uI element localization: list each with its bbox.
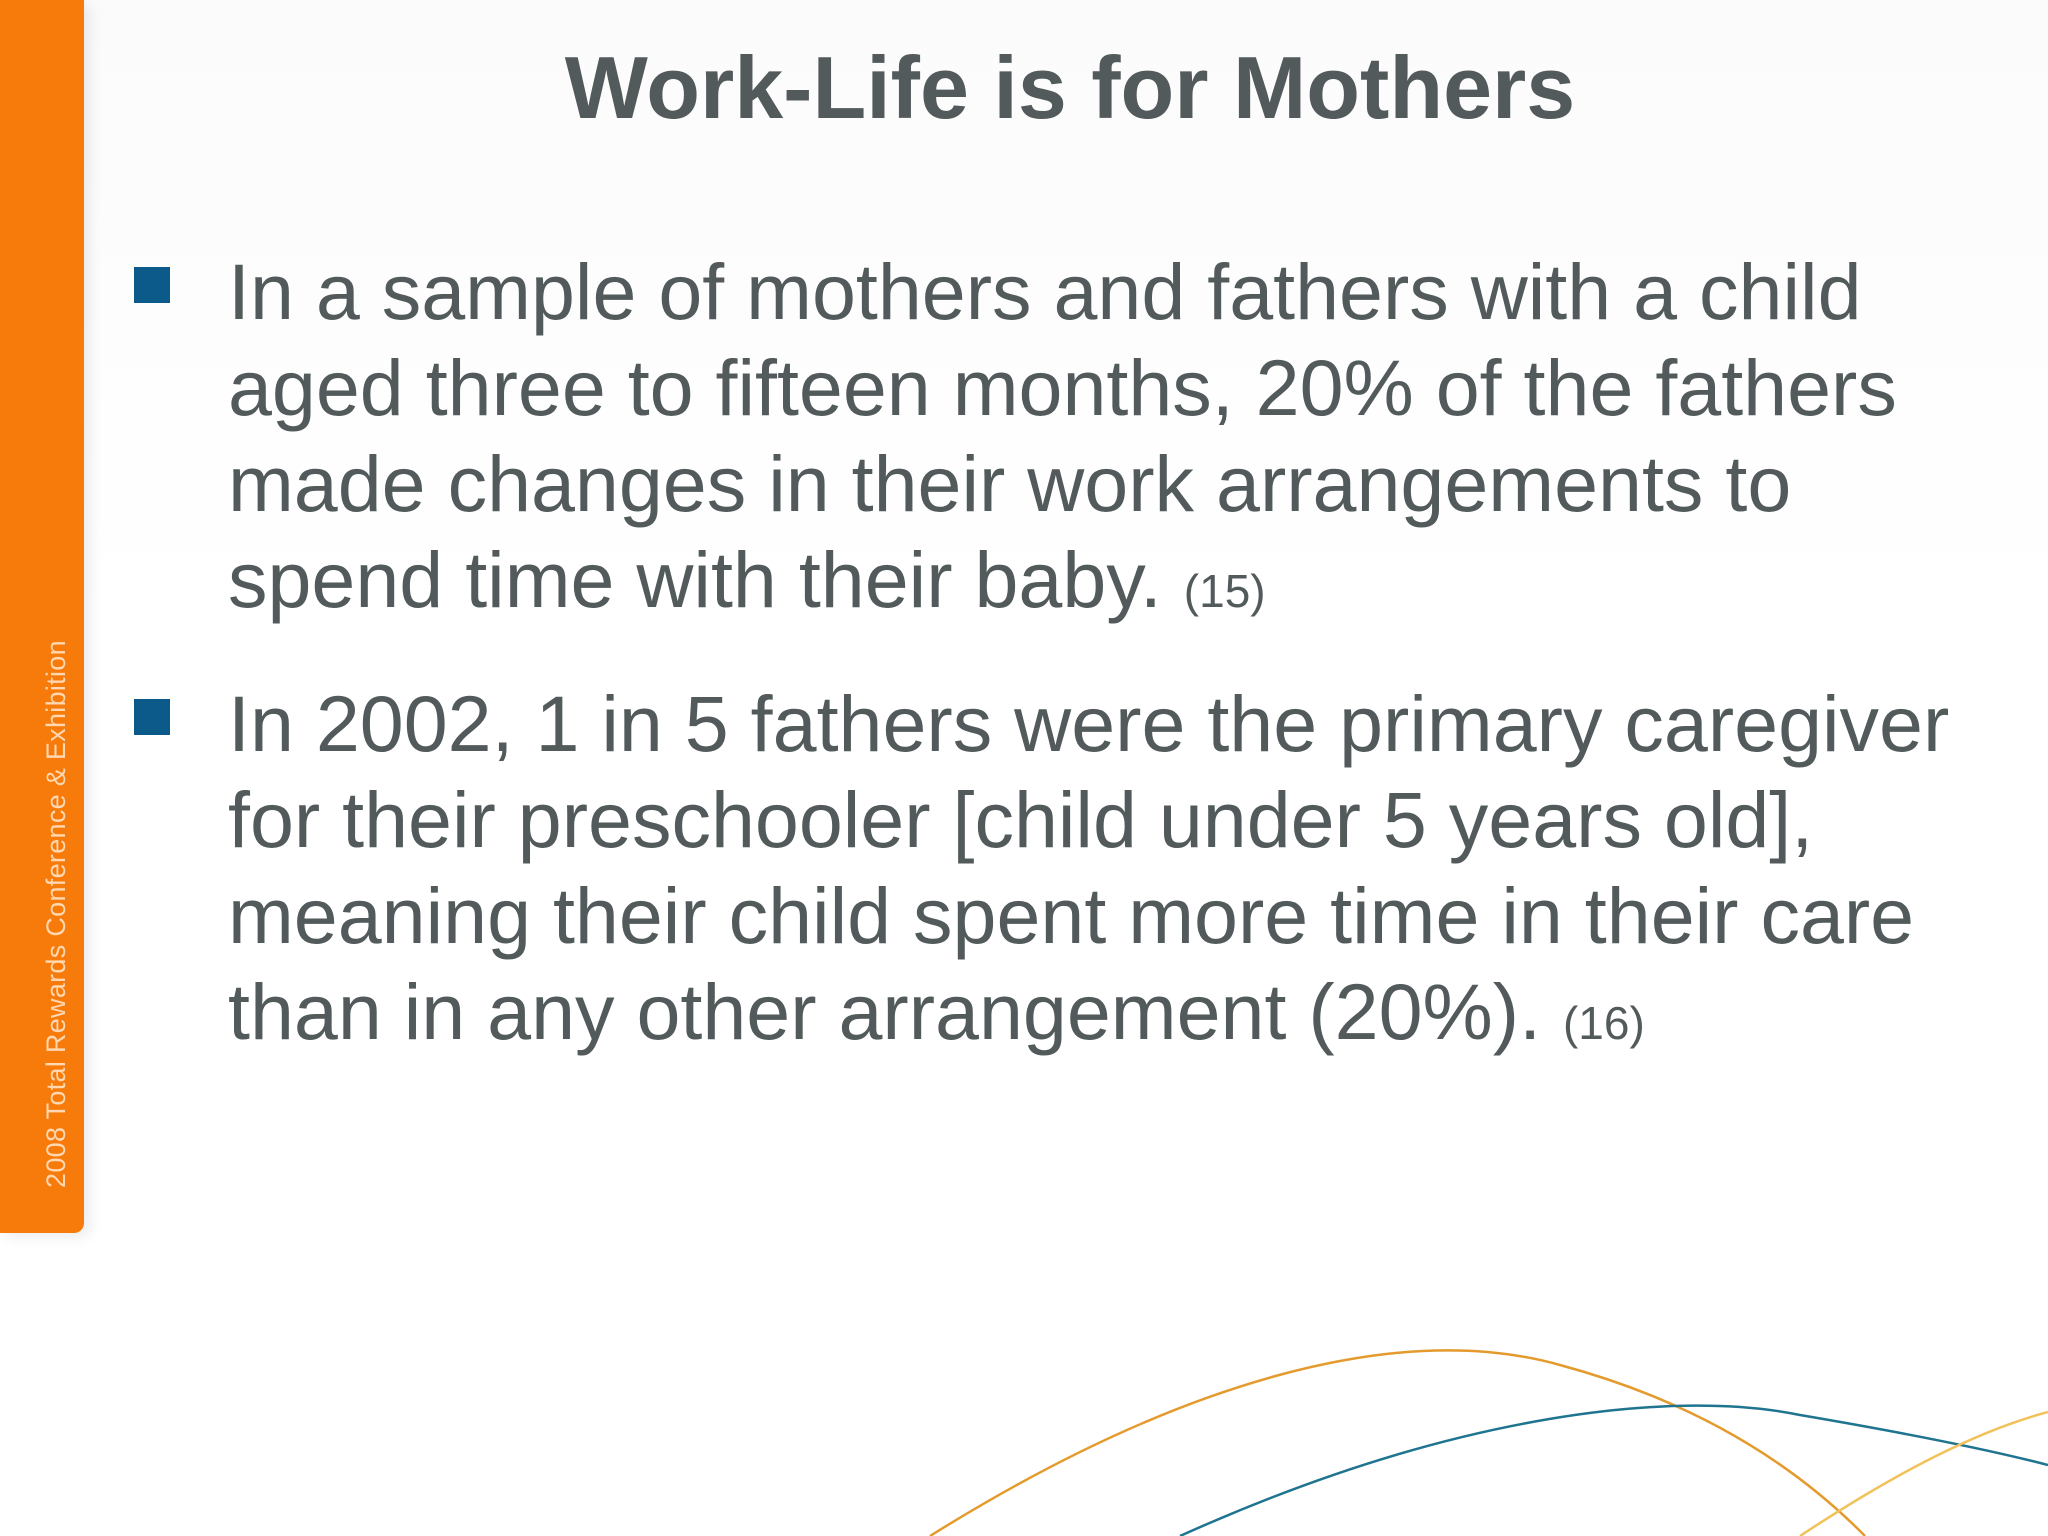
- citation: (15): [1183, 565, 1266, 617]
- square-bullet-icon: [134, 699, 170, 735]
- citation: (16): [1562, 997, 1645, 1049]
- slide-title: Work-Life is for Mothers: [564, 38, 1576, 137]
- bullet-body: In 2002, 1 in 5 fathers were the primary caregiver for their preschooler [child under 5 years old], meaning their child spent more time in their care than in any other arrangement (20%).: [228, 679, 1950, 1056]
- blue-curve: [1180, 1406, 2048, 1536]
- orange-curve: [930, 1350, 1865, 1536]
- bullet-text: [228, 676, 2008, 1071]
- side-label: 2008 Total Rewards Conference & Exhibition: [41, 640, 71, 1188]
- yellow-curve: [1800, 1412, 2048, 1536]
- bullet-text: [228, 244, 2008, 639]
- square-bullet-icon: [134, 267, 170, 303]
- bullet-body: In a sample of mothers and fathers with a child aged three to fifteen months, 20% of the fathers made changes in their work arrangements to spend time with their baby.: [228, 247, 1897, 624]
